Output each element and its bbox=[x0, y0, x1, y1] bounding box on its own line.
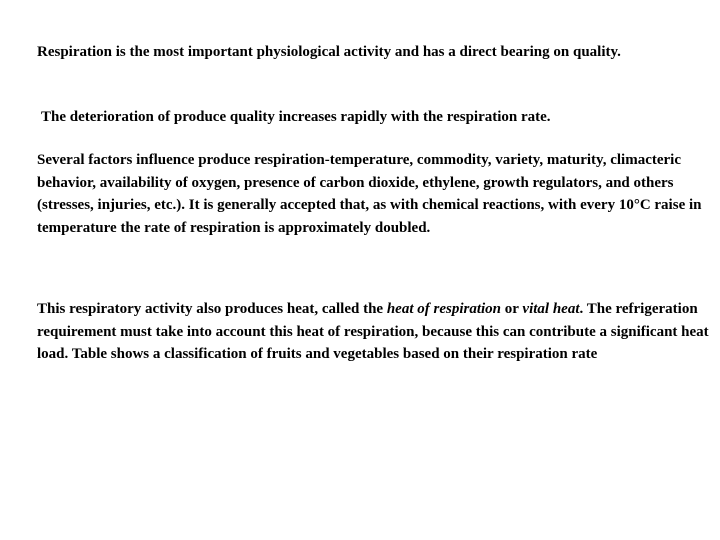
text-run: . The refrigeration requirement must take into account this heat of respiration, because this can contribute a significant heat load. Table shows a classification of fruits and vegetables based on their respiration rate bbox=[37, 301, 709, 362]
text-run: or bbox=[501, 301, 523, 317]
term-vital-heat: vital heat bbox=[522, 301, 580, 317]
paragraph-heat-of-respiration bbox=[37, 298, 709, 366]
term-heat-of-respiration: heat of respiration bbox=[386, 301, 502, 317]
paragraph-quality-deterioration: The deterioration of produce quality increases rapidly with the respiration rate. bbox=[41, 109, 551, 125]
text-run: This respiratory activity also produces heat, called the bbox=[37, 301, 387, 317]
paragraph-respiration-importance: Respiration is the most important physiological activity and has a direct bearing on quality. bbox=[37, 44, 621, 60]
paragraph-respiration-factors: Several factors influence produce respiration-temperature, commodity, variety, maturity, climacteric behavior, availability of oxygen, presence of carbon dioxide, ethylene, growth regulators, and others (stresses, injuries, etc.). It is generally accepted that, as with chemical reactions, with every 10°C raise in temperature the rate of respiration is approximately doubled. bbox=[37, 152, 702, 236]
